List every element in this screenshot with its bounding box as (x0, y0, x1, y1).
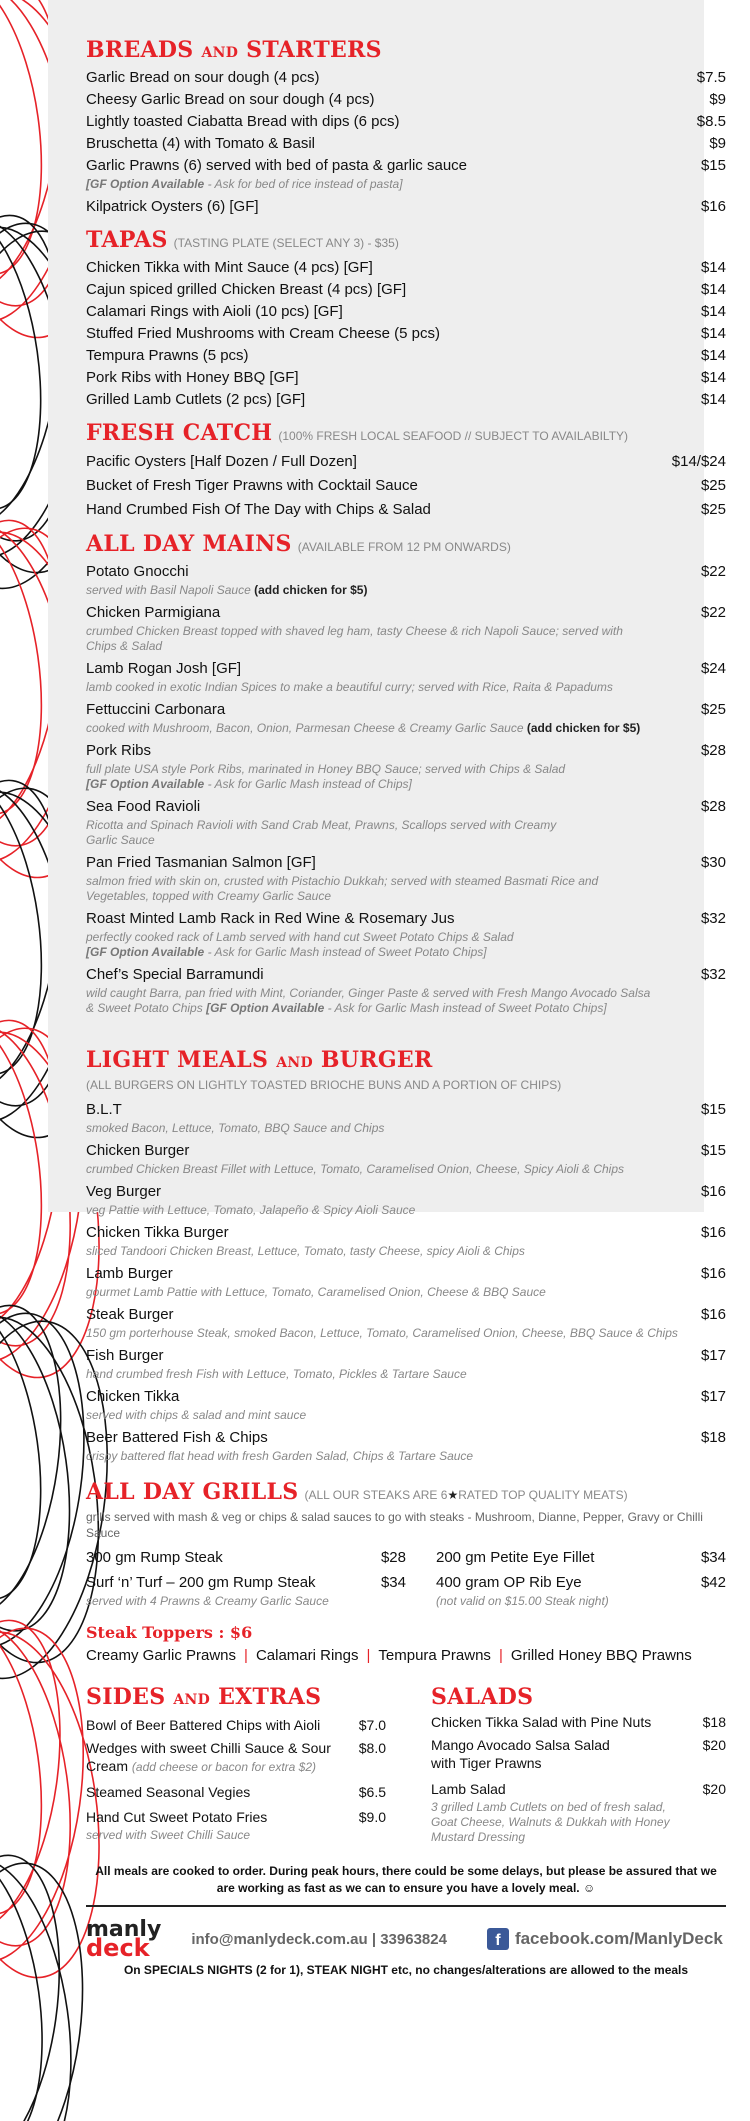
menu-item (431, 1736, 726, 1772)
separator: | (366, 1647, 371, 1664)
topper-item: Calamari Rings (255, 1647, 359, 1664)
footer-notice: All meals are cooked to order. During peak hours, there could be some delays, but please be assured that we are working as fast as we can to ensure you have a lovely meal. ☺ (95, 1864, 717, 1895)
item-price: $28 (380, 1549, 406, 1566)
item-name: 300 gm Rump Steak (86, 1549, 223, 1566)
item-description: cooked with Mushroom, Bacon, Onion, Parmesan Cheese & Creamy Garlic Sauce (86, 721, 527, 735)
item-name: Grilled Lamb Cutlets (2 pcs) [GF] (86, 391, 306, 408)
menu-item (86, 474, 726, 498)
item-price: $25 (700, 701, 726, 718)
item-price: $8.0 (358, 1740, 386, 1756)
item-description: perfectly cooked rack of Lamb served with hand cut Sweet Potato Chips & Salad (86, 930, 514, 944)
tapas-subtitle: (TASTING PLATE (SELECT ANY 3) - $35) (173, 236, 399, 250)
gf-option: [GF Option Available (86, 177, 205, 191)
steak-toppers-section (86, 1621, 726, 1667)
item-description: crumbed Chicken Breast Fillet with Lettuce, Tomato, Caramelised Onion, Cheese, Spicy Aioli & Chips (86, 1162, 625, 1176)
item-name: Beer Battered Fish & Chips (86, 1429, 268, 1446)
tapas-heading (86, 226, 726, 257)
menu-item (86, 1386, 726, 1423)
item-name: Fish Burger (86, 1347, 164, 1364)
item-name: Wedges with sweet Chilli Sauce & Sour Cream (86, 1740, 331, 1774)
item-name: Chicken Parmigiana (86, 604, 221, 621)
item-price: $15 (700, 157, 726, 174)
item-price: $9 (709, 135, 726, 152)
menu-item (86, 740, 726, 792)
menu-item (86, 450, 726, 474)
sides-salads-columns (86, 1683, 726, 1849)
contact-info[interactable]: info@manlydeck.com.au | 33963824 (191, 1930, 447, 1948)
item-description: hand crumbed fresh Fish with Lettuce, Tomato, Pickles & Tartare Sauce (86, 1367, 467, 1381)
item-name: Potato Gnocchi (86, 563, 189, 580)
item-name: Garlic Prawns (6) served with bed of pasta & garlic sauce (86, 157, 467, 174)
menu-item (86, 699, 726, 736)
light-meals-section (86, 1046, 726, 1464)
menu-item (86, 279, 726, 301)
item-name: Roast Minted Lamb Rack in Red Wine & Rosemary Jus (86, 910, 455, 927)
menu-item (86, 796, 726, 848)
item-price: $18 (700, 1429, 726, 1446)
menu-item (86, 67, 726, 89)
breads-title-and: AND (201, 45, 239, 61)
menu-item (86, 1181, 726, 1218)
menu-item (86, 1714, 386, 1736)
item-note: (add chicken for $5) (254, 583, 368, 597)
menu-item (86, 908, 726, 960)
menu-item (86, 498, 726, 522)
item-price: $20 (702, 1781, 726, 1797)
light-title-b: BURGER (320, 1047, 433, 1073)
facebook-icon: f (487, 1928, 509, 1950)
item-name: Chicken Tikka Salad with Pine Nuts (431, 1714, 652, 1730)
item-price: $32 (700, 966, 726, 983)
item-name: Lamb Rogan Josh [GF] (86, 660, 242, 677)
topper-item: Tempura Prawns (378, 1647, 491, 1664)
topper-item: Grilled Honey BBQ Prawns (510, 1647, 692, 1664)
item-price: $22 (700, 604, 726, 621)
item-name: Pork Ribs with Honey BBQ [GF] (86, 369, 299, 386)
menu-item (86, 323, 726, 345)
item-name: Bruschetta (4) with Tomato & Basil (86, 135, 315, 152)
item-description: served with Sweet Chilli Sauce (86, 1828, 251, 1842)
item-price: $22 (700, 563, 726, 580)
grills-heading (86, 1478, 726, 1509)
facebook-url[interactable]: facebook.com/ManlyDeck (514, 1929, 723, 1948)
item-price: $7.0 (358, 1717, 386, 1733)
menu-item (86, 345, 726, 367)
menu-item (86, 1806, 386, 1843)
menu-item (86, 196, 726, 218)
item-desc-extra: - Ask for Garlic Mash instead of Sweet Potato Chips] (204, 945, 487, 959)
item-description: 150 gm porterhouse Steak, smoked Bacon, Lettuce, Tomato, Caramelised Onion, Cheese, BBQ Sauce & Chips (86, 1326, 678, 1340)
item-price: $34 (380, 1574, 406, 1591)
item-name: Pork Ribs (86, 742, 152, 759)
item-description: 3 grilled Lamb Cutlets on bed of fresh salad, Goat Cheese, Walnuts & Dukkah with Honey Mustard Dressing (431, 1800, 670, 1844)
item-price: $25 (700, 501, 726, 518)
item-name: Steak Burger (86, 1306, 174, 1323)
menu-item (86, 561, 726, 598)
grills-columns (86, 1547, 726, 1613)
item-name: Veg Burger (86, 1183, 162, 1200)
mains-title: ALL DAY MAINS (86, 531, 292, 557)
item-price: $32 (700, 910, 726, 927)
item-name: Chicken Tikka Burger (86, 1224, 229, 1241)
mains-subtitle: (AVAILABLE FROM 12 PM ONWARDS) (297, 540, 511, 554)
grills-section (86, 1478, 726, 1613)
item-price: $14 (700, 347, 726, 364)
breads-title-a: BREADS (86, 37, 194, 63)
menu-item (86, 389, 726, 411)
menu-item (431, 1711, 726, 1733)
item-description: (not valid on $15.00 Steak night) (436, 1594, 609, 1608)
logo-text-manly: manly (86, 1917, 162, 1942)
menu-item (436, 1572, 726, 1609)
item-price: $30 (700, 854, 726, 871)
swirl-loop (0, 1293, 58, 1607)
fresh-catch-heading (86, 419, 726, 450)
item-price: $17 (700, 1388, 726, 1405)
menu-item (86, 89, 726, 111)
item-price: $17 (700, 1347, 726, 1364)
item-price: $18 (702, 1714, 726, 1730)
breads-heading (86, 36, 726, 67)
mains-section (86, 530, 726, 1016)
sides-section (86, 1683, 386, 1849)
gf-option: [GF Option Available (86, 777, 205, 791)
item-price: $14/$24 (671, 453, 726, 470)
menu-item (431, 1778, 726, 1845)
separator: | (498, 1647, 503, 1664)
item-name: Bowl of Beer Battered Chips with Aioli (86, 1717, 321, 1733)
item-description: served with chips & salad and mint sauce (86, 1408, 307, 1422)
item-name: Lightly toasted Ciabatta Bread with dips (6 pcs) (86, 113, 400, 130)
item-price: $16 (700, 198, 726, 215)
menu-item (86, 301, 726, 323)
swirl-loop (0, 1843, 59, 2121)
mains-heading (86, 530, 726, 561)
facebook-link[interactable] (487, 1928, 723, 1950)
menu-item (86, 1263, 726, 1300)
menu-item (86, 1099, 726, 1136)
item-price: $25 (700, 477, 726, 494)
grills-note: grills served with mash & veg or chips & salad sauces to go with steaks - Mushroom, Dianne, Pepper, Gravy or Chilli Sauce (86, 1510, 703, 1540)
item-price: $14 (700, 325, 726, 342)
menu-item (86, 111, 726, 133)
item-description: smoked Bacon, Lettuce, Tomato, BBQ Sauce and Chips (86, 1121, 385, 1135)
item-name: Pan Fried Tasmanian Salmon [GF] (86, 854, 316, 871)
item-price: $14 (700, 391, 726, 408)
item-price: $28 (700, 742, 726, 759)
menu-item (86, 852, 726, 904)
item-name: Chicken Tikka with Mint Sauce (4 pcs) [GF] (86, 259, 373, 276)
item-name: Chef’s Special Barramundi (86, 966, 264, 983)
item-description (86, 177, 726, 192)
item-price: $24 (700, 660, 726, 677)
separator: | (244, 1647, 248, 1664)
item-price: $20 (702, 1737, 726, 1753)
light-title-and: AND (276, 1055, 313, 1071)
steak-toppers-heading: Steak Toppers : $6 (86, 1623, 253, 1642)
item-description: salmon fried with skin on, crusted with Pistachio Dukkah; served with steamed Basmati Rice and Vegetables, topped with Creamy Garlic Sauce (86, 874, 599, 903)
gf-option: [GF Option Available (86, 945, 205, 959)
grills-subtitle-a: (ALL OUR STEAKS ARE 6 (304, 1488, 448, 1502)
menu-item (86, 367, 726, 389)
item-price: $15 (700, 1101, 726, 1118)
menu-item (86, 1739, 386, 1775)
item-price: $8.5 (696, 113, 726, 130)
tapas-section (86, 226, 726, 411)
sides-heading (86, 1683, 386, 1714)
tapas-title: TAPAS (86, 227, 168, 253)
grills-title: ALL DAY GRILLS (86, 1479, 299, 1505)
item-name: Chicken Tikka (86, 1388, 180, 1405)
item-name: Lamb Burger (86, 1265, 173, 1282)
menu-item (86, 1781, 386, 1803)
menu-item (86, 964, 726, 1016)
light-meals-heading (86, 1046, 726, 1077)
menu-item (86, 133, 726, 155)
item-price: $28 (700, 798, 726, 815)
salads-heading: SALADS (431, 1684, 534, 1710)
item-desc-text: - Ask for bed of rice instead of pasta] (204, 177, 403, 191)
sides-title-and: AND (173, 1692, 211, 1708)
menu-item (86, 1140, 726, 1177)
item-description: crumbed Chicken Breast topped with shaved leg ham, tasty Cheese & rich Napoli Sauce; served with Chips & Salad (86, 624, 623, 653)
item-name: Sea Food Ravioli (86, 798, 201, 815)
item-description: Ricotta and Spinach Ravioli with Sand Crab Meat, Prawns, Scallops served with Creamy Garlic Sauce (86, 818, 557, 847)
item-name: Cajun spiced grilled Chicken Breast (4 pcs) [GF] (86, 281, 407, 298)
light-meals-subtitle: (ALL BURGERS ON LIGHTLY TOASTED BRIOCHE BUNS AND A PORTION OF CHIPS) (86, 1078, 562, 1092)
grills-subtitle-b: RATED TOP QUALITY MEATS) (458, 1488, 628, 1502)
star-icon: ★ (447, 1488, 459, 1502)
item-description: full plate USA style Pork Ribs, marinated in Honey BBQ Sauce; served with Chips & Salad (86, 762, 566, 776)
item-price: $9 (709, 91, 726, 108)
steak-toppers-list (86, 1645, 726, 1667)
item-note: (add cheese or bacon for extra $2) (131, 1760, 317, 1774)
item-name: Garlic Bread on sour dough (4 pcs) (86, 69, 320, 86)
item-price: $34 (700, 1549, 726, 1566)
item-description: veg Pattie with Lettuce, Tomato, Jalapeño & Spicy Aioli Sauce (86, 1203, 416, 1217)
swirl-loop (0, 1850, 90, 2121)
item-name: Steamed Seasonal Vegies (86, 1784, 251, 1800)
item-price: $16 (700, 1306, 726, 1323)
item-name: Pacific Oysters [Half Dozen / Full Dozen] (86, 453, 357, 470)
menu-item (86, 155, 726, 177)
item-price: $15 (700, 1142, 726, 1159)
item-description: served with Basil Napoli Sauce (86, 583, 255, 597)
sides-title-b: EXTRAS (218, 1684, 322, 1710)
item-description: crispy battered flat head with fresh Garden Salad, Chips & Tartare Sauce (86, 1449, 474, 1463)
fresh-catch-section (86, 419, 726, 522)
footer-divider (86, 1905, 726, 1907)
menu-item (86, 602, 726, 654)
specials-notice: On SPECIALS NIGHTS (2 for 1), STEAK NIGHT etc, no changes/alterations are allowed to the meals (123, 1963, 689, 1977)
item-note: (add chicken for $5) (526, 721, 641, 735)
sides-title-a: SIDES (86, 1684, 166, 1710)
logo-text-deck: deck (86, 1934, 150, 1962)
item-price: $14 (700, 369, 726, 386)
item-price: $14 (700, 281, 726, 298)
item-name: Bucket of Fresh Tiger Prawns with Cocktail Sauce (86, 477, 418, 494)
gf-option: [GF Option Available (206, 1001, 325, 1015)
menu-item (86, 1547, 406, 1569)
item-name: Stuffed Fried Mushrooms with Cream Cheese (5 pcs) (86, 325, 441, 342)
grills-left (86, 1547, 406, 1613)
menu-item (86, 1304, 726, 1341)
item-price: $14 (700, 303, 726, 320)
fresh-catch-subtitle: (100% FRESH LOCAL SEAFOOD // SUBJECT TO AVAILABILTY) (278, 429, 629, 443)
menu-content (86, 28, 726, 1977)
menu-item (86, 1572, 406, 1609)
contact-bar (86, 1917, 726, 1962)
item-name: Chicken Burger (86, 1142, 190, 1159)
item-name: Hand Crumbed Fish Of The Day with Chips & Salad (86, 501, 431, 518)
menu-item (86, 1222, 726, 1259)
item-description: sliced Tandoori Chicken Breast, Lettuce, Tomato, tasty Cheese, spicy Aioli & Chips (86, 1244, 525, 1258)
item-name: Surf ‘n’ Turf – 200 gm Rump Steak (86, 1574, 316, 1591)
item-name: 200 gm Petite Eye Fillet (436, 1549, 595, 1566)
grills-right (436, 1547, 726, 1613)
item-price: $16 (700, 1224, 726, 1241)
breads-section (86, 36, 726, 218)
item-name: Fettuccini Carbonara (86, 701, 226, 718)
fresh-catch-title: FRESH CATCH (86, 420, 273, 446)
item-price: $42 (700, 1574, 726, 1591)
item-name: Cheesy Garlic Bread on sour dough (4 pcs) (86, 91, 375, 108)
item-description: wild caught Barra, pan fried with Mint, Coriander, Ginger Paste & served with Fresh Mango Avocado Salsa & Sweet Potato Chips (86, 986, 651, 1015)
item-price: $16 (700, 1183, 726, 1200)
menu-item (86, 1427, 726, 1464)
item-price: $16 (700, 1265, 726, 1282)
menu-item (86, 1345, 726, 1382)
item-price: $7.5 (696, 69, 726, 86)
item-name: Mango Avocado Salsa Salad with Tiger Prawns (431, 1737, 610, 1771)
item-description: lamb cooked in exotic Indian Spices to make a beautiful curry; served with Rice, Raita & Papadums (86, 680, 613, 694)
item-name: Hand Cut Sweet Potato Fries (86, 1809, 268, 1825)
item-price: $14 (700, 259, 726, 276)
item-name: Lamb Salad (431, 1781, 506, 1797)
item-name: 400 gram OP Rib Eye (436, 1574, 582, 1591)
menu-item (86, 658, 726, 695)
menu-item (86, 257, 726, 279)
item-price: $6.5 (358, 1784, 386, 1800)
menu-item (436, 1547, 726, 1569)
topper-item: Creamy Garlic Prawns (86, 1647, 237, 1664)
item-name: B.L.T (86, 1101, 122, 1118)
item-desc-extra: - Ask for Garlic Mash instead of Chips] (204, 777, 412, 791)
item-description: served with 4 Prawns & Creamy Garlic Sauce (86, 1594, 329, 1608)
item-description: gourmet Lamb Pattie with Lettuce, Tomato, Caramelised Onion, Cheese & BBQ Sauce (86, 1285, 546, 1299)
salads-section (431, 1683, 726, 1849)
item-name: Kilpatrick Oysters (6) [GF] (86, 198, 259, 215)
item-name: Tempura Prawns (5 pcs) (86, 347, 249, 364)
item-price: $9.0 (358, 1809, 386, 1825)
manly-deck-logo (86, 1917, 162, 1962)
item-desc-extra: - Ask for Garlic Mash instead of Sweet Potato Chips] (324, 1001, 607, 1015)
breads-title-b: STARTERS (246, 37, 382, 63)
item-name: Calamari Rings with Aioli (10 pcs) [GF] (86, 303, 343, 320)
light-title-a: LIGHT MEALS (86, 1047, 269, 1073)
